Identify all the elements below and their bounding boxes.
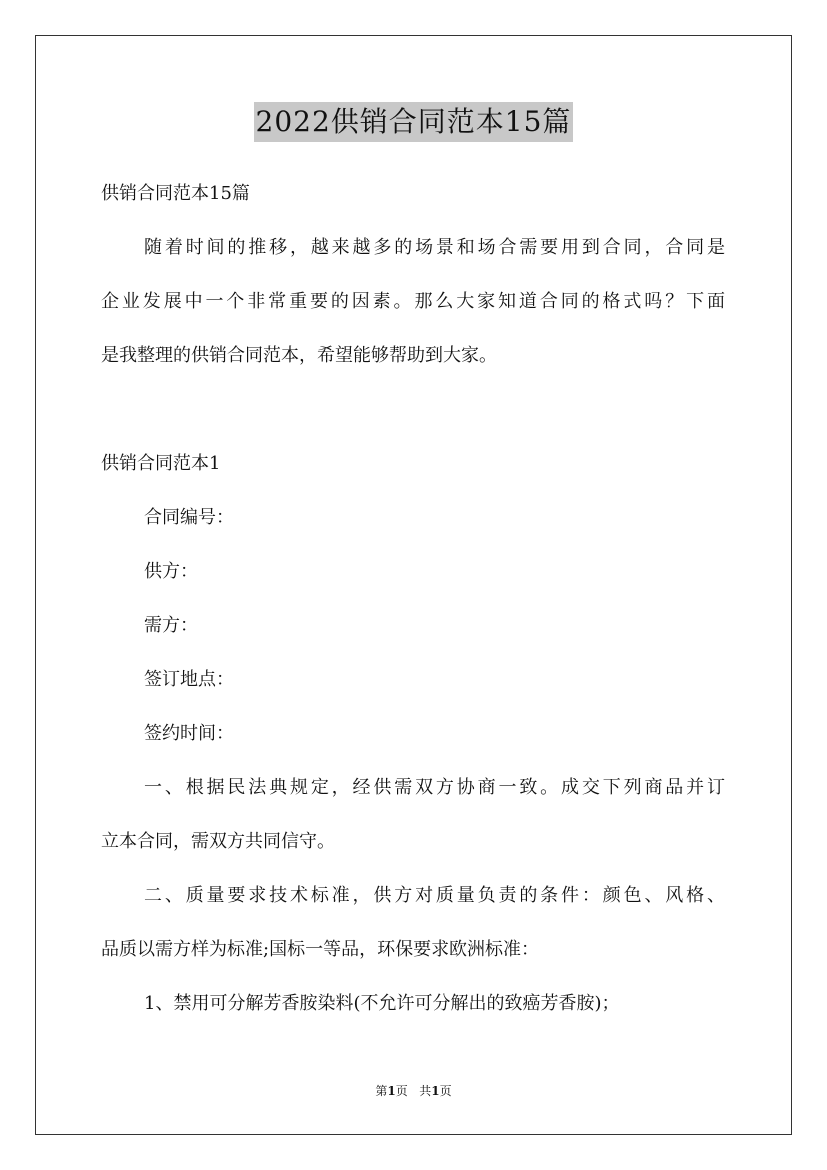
intro-line-2: 企业发展中一个非常重要的因素。那么大家知道合同的格式吗？下面 xyxy=(101,291,725,312)
title-container xyxy=(0,102,827,142)
intro-line-3: 是我整理的供销合同范本，希望能够帮助到大家。 xyxy=(101,345,497,366)
total-prefix: 共 xyxy=(419,1084,432,1098)
document-title: 2022供销合同范本15篇 xyxy=(254,102,574,142)
clause-2-line-2: 品质以需方样为标准;国标一等品，环保要求欧洲标准： xyxy=(101,939,540,960)
total-unit: 页 xyxy=(439,1084,452,1098)
document-subtitle: 供销合同范本15篇 xyxy=(101,183,250,204)
clause-1-line-2: 立本合同，需双方共同信守。 xyxy=(101,831,335,852)
page-total: 1 xyxy=(431,1084,440,1098)
sign-time-label: 签约时间： xyxy=(144,723,234,744)
intro-line-1: 随着时间的推移，越来越多的场景和场合需要用到合同，合同是 xyxy=(144,237,725,258)
section-heading: 供销合同范本1 xyxy=(101,453,221,474)
contract-number-label: 合同编号： xyxy=(144,507,234,528)
buyer-label: 需方： xyxy=(144,615,198,636)
supplier-label: 供方： xyxy=(144,561,198,582)
sign-place-label: 签订地点： xyxy=(144,669,234,690)
clause-2-line-1: 二、质量要求技术标准，供方对质量负责的条件：颜色、风格、 xyxy=(144,885,725,906)
page-current: 1 xyxy=(387,1084,396,1098)
page-unit: 页 xyxy=(395,1084,408,1098)
page-prefix: 第 xyxy=(375,1084,388,1098)
page-footer xyxy=(0,1083,827,1099)
clause-1-line-1: 一、根据民法典规定，经供需双方协商一致。成交下列商品并订 xyxy=(144,777,725,798)
item-1: 1、禁用可分解芳香胺染料(不允许可分解出的致癌芳香胺)； xyxy=(144,993,620,1014)
